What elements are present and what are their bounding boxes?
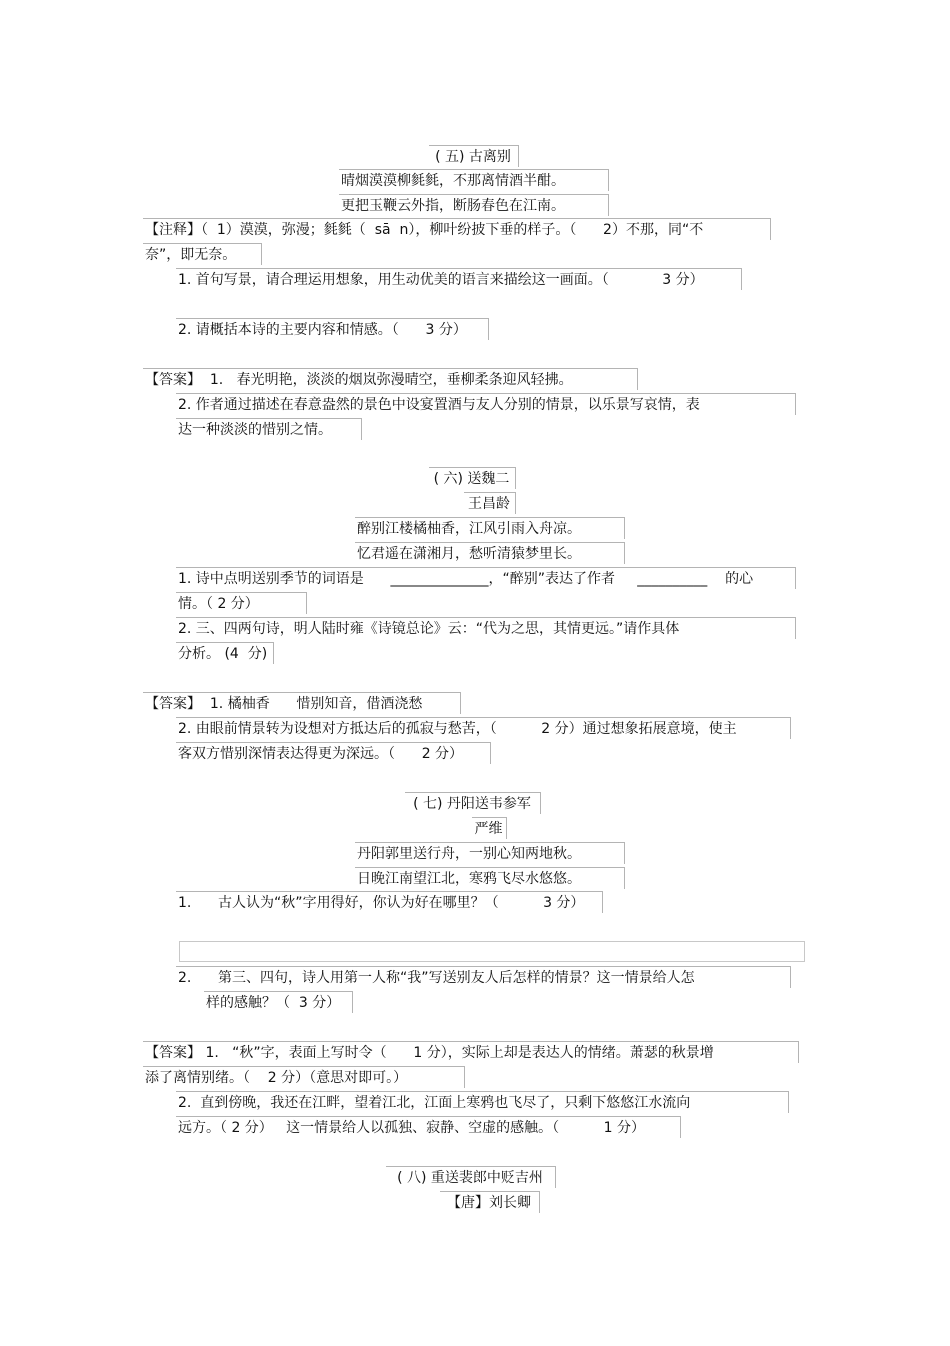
section5-question-2: 2. 请概括本诗的主要内容和情感。（ 3 分）: [176, 318, 489, 340]
section7-poem-line-2: 日晚江南望江北，寒鸦飞尽水悠悠。: [355, 867, 625, 889]
section7-question-1: 1. 古人认为“秋”字用得好，你认为好在哪里？（ 3 分）: [176, 891, 603, 913]
section6-title: ( 六) 送魏二: [429, 467, 516, 489]
section7-title: ( 七) 丹阳送韦参军: [405, 792, 541, 814]
section5-note-line-1: 【注释】（ 1）漠漠，弥漫；毵毵（ sā n），柳叶纷披下垂的样子。（ 2）不那，同“不: [143, 218, 771, 240]
section7-author: 严维: [472, 817, 507, 839]
section5-poem-line-1: 晴烟漠漠柳毵毵，不那离情酒半酣。: [339, 169, 609, 191]
section5-answer-line-2: 2. 作者通过描述在春意盎然的景色中设宴置酒与友人分别的情景，以乐景写哀情，表: [176, 393, 796, 415]
section7-poem-line-1: 丹阳郭里送行舟，一别心知两地秋。: [355, 842, 625, 864]
section6-answer-line-1: 【答案】 1. 橘柚香 惜别知音，借酒浇愁: [143, 692, 461, 714]
section7-answer-line-1: 【答案】 1. “秋”字，表面上写时令（ 1 分），实际上却是表达人的情绪。萧瑟的秋景增: [143, 1041, 799, 1063]
section5-answer-line-3: 达一种淡淡的惜别之情。: [176, 418, 362, 440]
section5-question-1: 1. 首句写景，请合理运用想象，用生动优美的语言来描绘这一画面。（ 3 分）: [176, 268, 742, 290]
section5-note-line-2: 奈”，即无奈。: [143, 243, 262, 265]
answer-blank-box: [179, 941, 805, 962]
section8-title: ( 八) 重送裴郎中贬吉州: [386, 1166, 556, 1188]
section6-question-2-line-2: 分析。 (4 分): [176, 642, 274, 664]
section8-author: 【唐】刘长卿: [440, 1191, 540, 1213]
section6-question-1-line-2: 情。（ 2 分）: [176, 592, 307, 614]
section6-author: 王昌龄: [464, 492, 516, 514]
section7-answer-line-3: 2. 直到傍晚，我还在江畔，望着江北，江面上寒鸦也飞尽了，只剩下悠悠江水流向: [176, 1091, 789, 1113]
section7-answer-line-4: 远方。（ 2 分） 这一情景给人以孤独、寂静、空虚的感触。（ 1 分）: [176, 1116, 681, 1138]
section6-poem-line-1: 醉别江楼橘柚香，江风引雨入舟凉。: [355, 517, 625, 539]
section5-title: ( 五) 古离别: [429, 145, 519, 167]
section6-question-1-line-1: 1. 诗中点明送别季节的词语是 ______________，“醉别”表达了作者 __________ 的心: [176, 567, 796, 589]
section6-poem-line-2: 忆君遥在潇湘月，愁听清猿梦里长。: [355, 542, 625, 564]
section6-question-2-line-1: 2. 三、四两句诗，明人陆时雍《诗镜总论》云：“代为之思，其情更远。”请作具体: [176, 617, 796, 639]
section7-answer-line-2: 添了离情别绪。（ 2 分）（意思对即可。）: [143, 1066, 465, 1088]
section6-answer-line-2: 2. 由眼前情景转为设想对方抵达后的孤寂与愁苦，（ 2 分）通过想象拓展意境，使主: [176, 717, 791, 739]
section7-question-2-line-1: 2. 第三、四句，诗人用第一人称“我”写送别友人后怎样的情景？这一情景给人怎: [176, 966, 791, 988]
section5-poem-line-2: 更把玉鞭云外指，断肠春色在江南。: [339, 194, 609, 216]
section6-answer-line-3: 客双方惜别深情表达得更为深远。（ 2 分）: [176, 742, 491, 764]
section5-answer-line-1: 【答案】 1. 春光明艳，淡淡的烟岚弥漫晴空，垂柳柔条迎风轻拂。: [143, 368, 638, 390]
section7-question-2-line-2: 样的感触？（ 3 分）: [204, 991, 353, 1013]
